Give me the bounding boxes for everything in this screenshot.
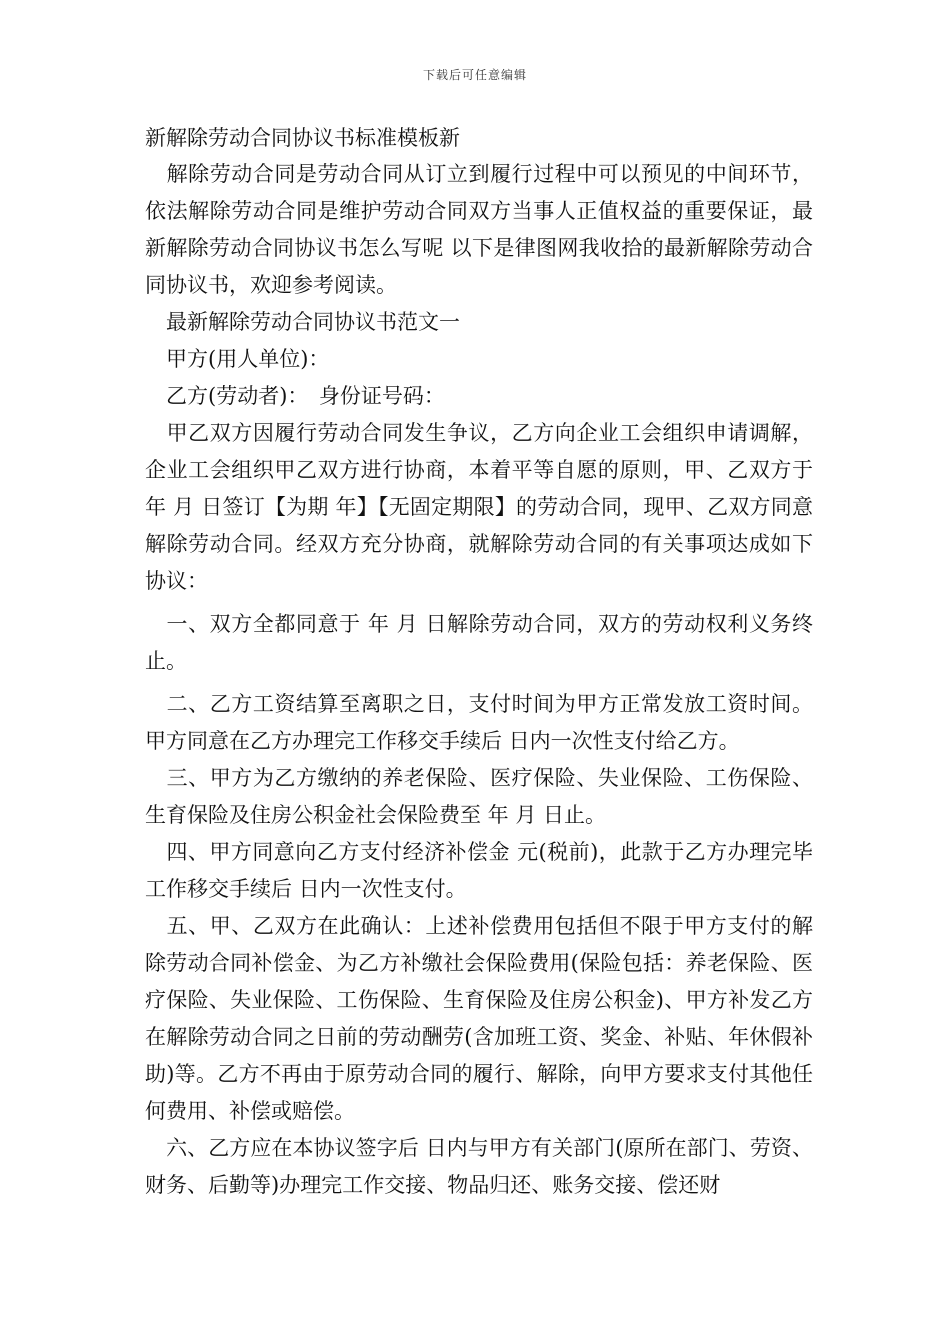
paragraph-clause-6: 六、乙方应在本协议签字后 日内与甲方有关部门(原所在部门、劳资、财务、后勤等)办理完工作交接、物品归还、账务交接、偿还财	[145, 1136, 813, 1197]
paragraph-party-a: 甲方(用人单位)：	[145, 347, 330, 371]
page-header: 下载后可任意编辑	[422, 68, 527, 82]
paragraph-clause-3: 三、甲方为乙方缴纳的养老保险、医疗保险、失业保险、工伤保险、生育保险及住房公积金社会保险费至 年 月 日止。	[145, 766, 813, 827]
paragraph-clause-2: 二、乙方工资结算至离职之日，支付时间为甲方正常发放工资时间。甲方同意在乙方办理完工作移交手续后 日内一次性支付给乙方。	[145, 692, 813, 753]
paragraph-clause-5: 五、甲、乙双方在此确认：上述补偿费用包括但不限于甲方支付的解除劳动合同补偿金、为乙方补缴社会保险费用(保险包括：养老保险、医疗保险、失业保险、工伤保险、生育保险及住房公积金)、甲方补发乙方在解除劳动合同之日前的劳动酬劳(含加班工资、奖金、补贴、年休假补助)等。乙方不再由于原劳动合同的履行、解除，向甲方要求支付其他任何费用、补偿或赔偿。	[145, 914, 813, 1123]
document-body	[145, 120, 813, 1204]
paragraph-preamble: 甲乙双方因履行劳动合同发生争议，乙方向企业工会组织申请调解，企业工会组织甲乙双方进行协商，本着平等自愿的原则，甲、乙双方于 年 月 日签订【为期 年】【无固定期限】的劳动合同，现甲、乙双方同意解除劳动合同。经双方充分协商，就解除劳动合同的有关事项达成如下协议：	[145, 421, 813, 593]
paragraph-intro: 解除劳动合同是劳动合同从订立到履行过程中可以预见的中间环节，依法解除劳动合同是维护劳动合同双方当事人正值权益的重要保证，最新解除劳动合同协议书怎么写呢 以下是律图网我收拾的最新解除劳动合同协议书，欢迎参考阅读。	[145, 162, 813, 297]
paragraph-party-b: 乙方(劳动者)： 身份证号码：	[145, 384, 445, 408]
paragraph-sample-heading: 最新解除劳动合同协议书范文一	[145, 310, 460, 334]
document-title: 新解除劳动合同协议书标准模板新	[145, 126, 460, 150]
paragraph-clause-1: 一、双方全都同意于 年 月 日解除劳动合同，双方的劳动权利义务终止。	[145, 612, 813, 673]
paragraph-clause-4: 四、甲方同意向乙方支付经济补偿金 元(税前)，此款于乙方办理完毕工作移交手续后 日内一次性支付。	[145, 840, 813, 901]
